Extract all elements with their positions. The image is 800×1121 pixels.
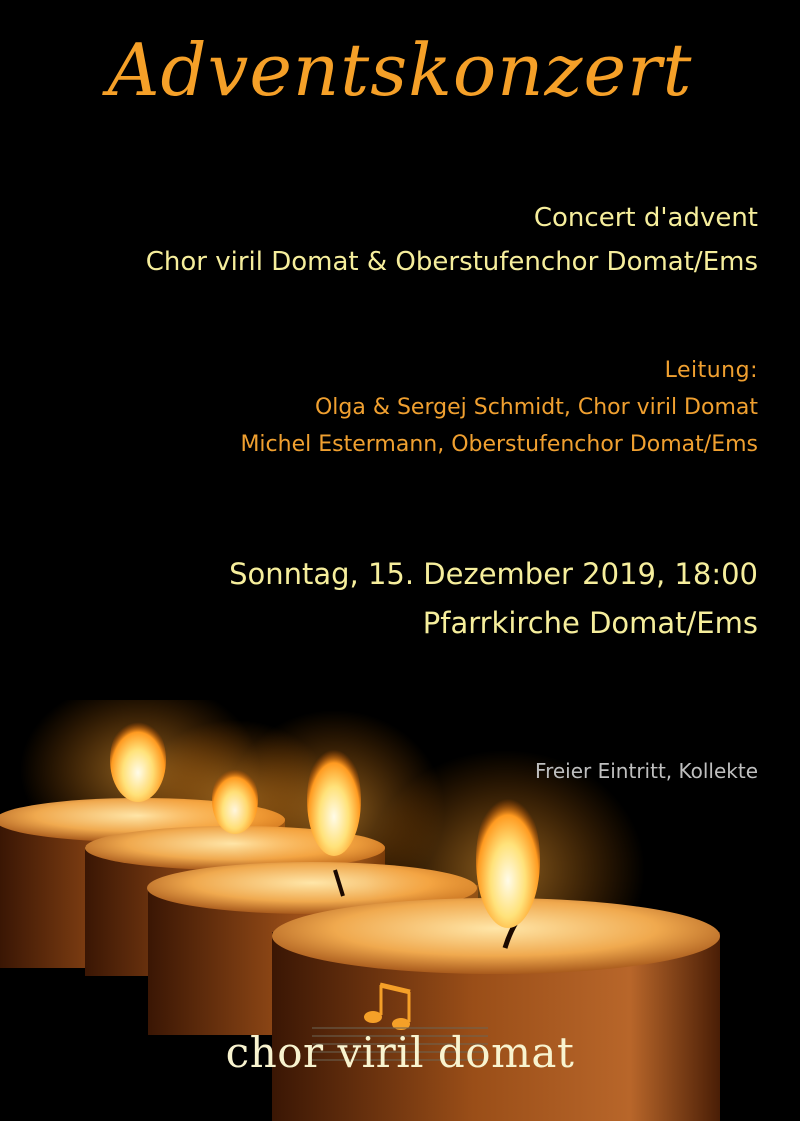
music-note-icon bbox=[364, 985, 410, 1030]
leadership-line-2: Michel Estermann, Oberstufenchor Domat/Ems bbox=[240, 432, 758, 457]
leadership-label: Leitung: bbox=[664, 358, 758, 383]
subtitle-concert-name: Concert d'advent bbox=[533, 203, 758, 233]
admission-note: Freier Eintritt, Kollekte bbox=[535, 759, 758, 783]
leadership-line-1: Olga & Sergej Schmidt, Chor viril Domat bbox=[314, 395, 758, 420]
event-date: Sonntag, 15. Dezember 2019, 18:00 bbox=[229, 557, 758, 591]
poster-title: Adventskonzert bbox=[107, 28, 693, 112]
event-venue: Pfarrkirche Domat/Ems bbox=[422, 606, 758, 640]
subtitle-choirs: Chor viril Domat & Oberstufenchor Domat/Ems bbox=[145, 247, 758, 277]
choir-logo-text: chor viril domat bbox=[225, 1028, 575, 1077]
